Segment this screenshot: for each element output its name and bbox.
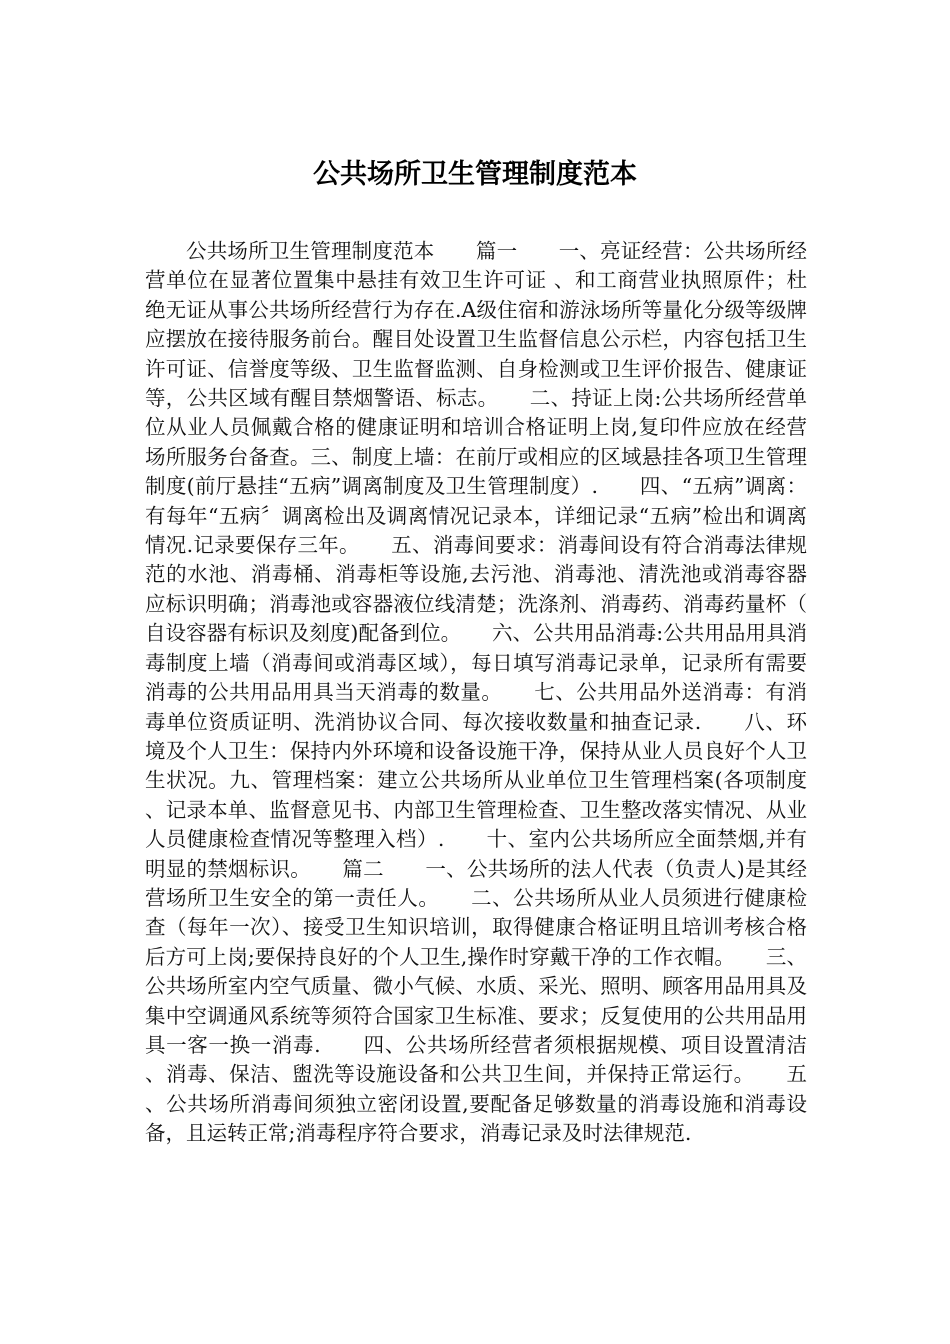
document-title: 公共场所卫生管理制度范本	[313, 159, 637, 190]
document-body-text: 公共场所卫生管理制度范本 篇一 一、亮证经营：公共场所经营单位在显著位置集中悬挂有效卫生许可证 、和工商营业执照原件；杜绝无证从事公共场所经营行为存在.A级住宿和游泳场所等量化分级等级牌应摆放在接待服务前台。醒目处设置卫生监督信息公示栏，内容包括卫生许可证、信誉度等级、卫生监督监测、自身检测或卫生评价报告、健康证等，公共区域有醒目禁烟警语、标志。 二、持证上岗:公共场所经营单位从业人员佩戴合格的健康证明和培训合格证明上岗,复印件应放在经营场所服务台备查。三、制度上墙：在前厅或相应的区域悬挂各项卫生管理制度(前厅悬挂“五病”调离制度及卫生管理制度）. 四、“五病”调离：有每年“五病〞调离检出及调离情况记录本，详细记录“五病”检出和调离情况.记录要保存三年。 五、消毒间要求：消毒间设有符合消毒法律规范的水池、消毒桶、消毒柜等设施,去污池、消毒池、清洗池或消毒容器应标识明确；消毒池或容器液位线清楚；洗涤剂、消毒药、消毒药量杯（自设容器有标识及刻度)配备到位。 六、公共用品消毒:公共用品用具消毒制度上墙（消毒间或消毒区域），每日填写消毒记录单，记录所有需要消毒的公共用品用具当天消毒的数量。 七、公共用品外送消毒：有消毒单位资质证明、洗消协议合同、每次接收数量和抽查记录. 八、环境及个人卫生：保持内外环境和设备设施干净，保持从业人员良好个人卫生状况。九、管理档案：建立公共场所从业单位卫生管理档案(各项制度、记录本单、监督意见书、内部卫生管理检查、卫生整改落实情况、从业人员健康检查情况等整理入档）. 十、室内公共场所应全面禁烟,并有明显的禁烟标识。 篇二 一、公共场所的法人代表（负责人)是其经营场所卫生安全的第一责任人。 二、公共场所从业人员须进行健康检查（每年一次）、接受卫生知识培训，取得健康合格证明且培训考核合格后方可上岗;要保持良好的个人卫生,操作时穿戴干净的工作衣帽。 三、公共场所室内空气质量、微小气候、水质、采光、照明、顾客用品用具及集中空调通风系统等须符合国家卫生标准、要求；反复使用的公共用品用具一客一换一消毒. 四、公共场所经营者须根据规模、项目设置清洁、消毒、保洁、盥洗等设施设备和公共卫生间，并保持正常运行。 五、公共场所消毒间须独立密闭设置,要配备足够数量的消毒设施和消毒设备，且运转正常;消毒程序符合要求，消毒记录及时法律规范.	[145, 239, 807, 1146]
